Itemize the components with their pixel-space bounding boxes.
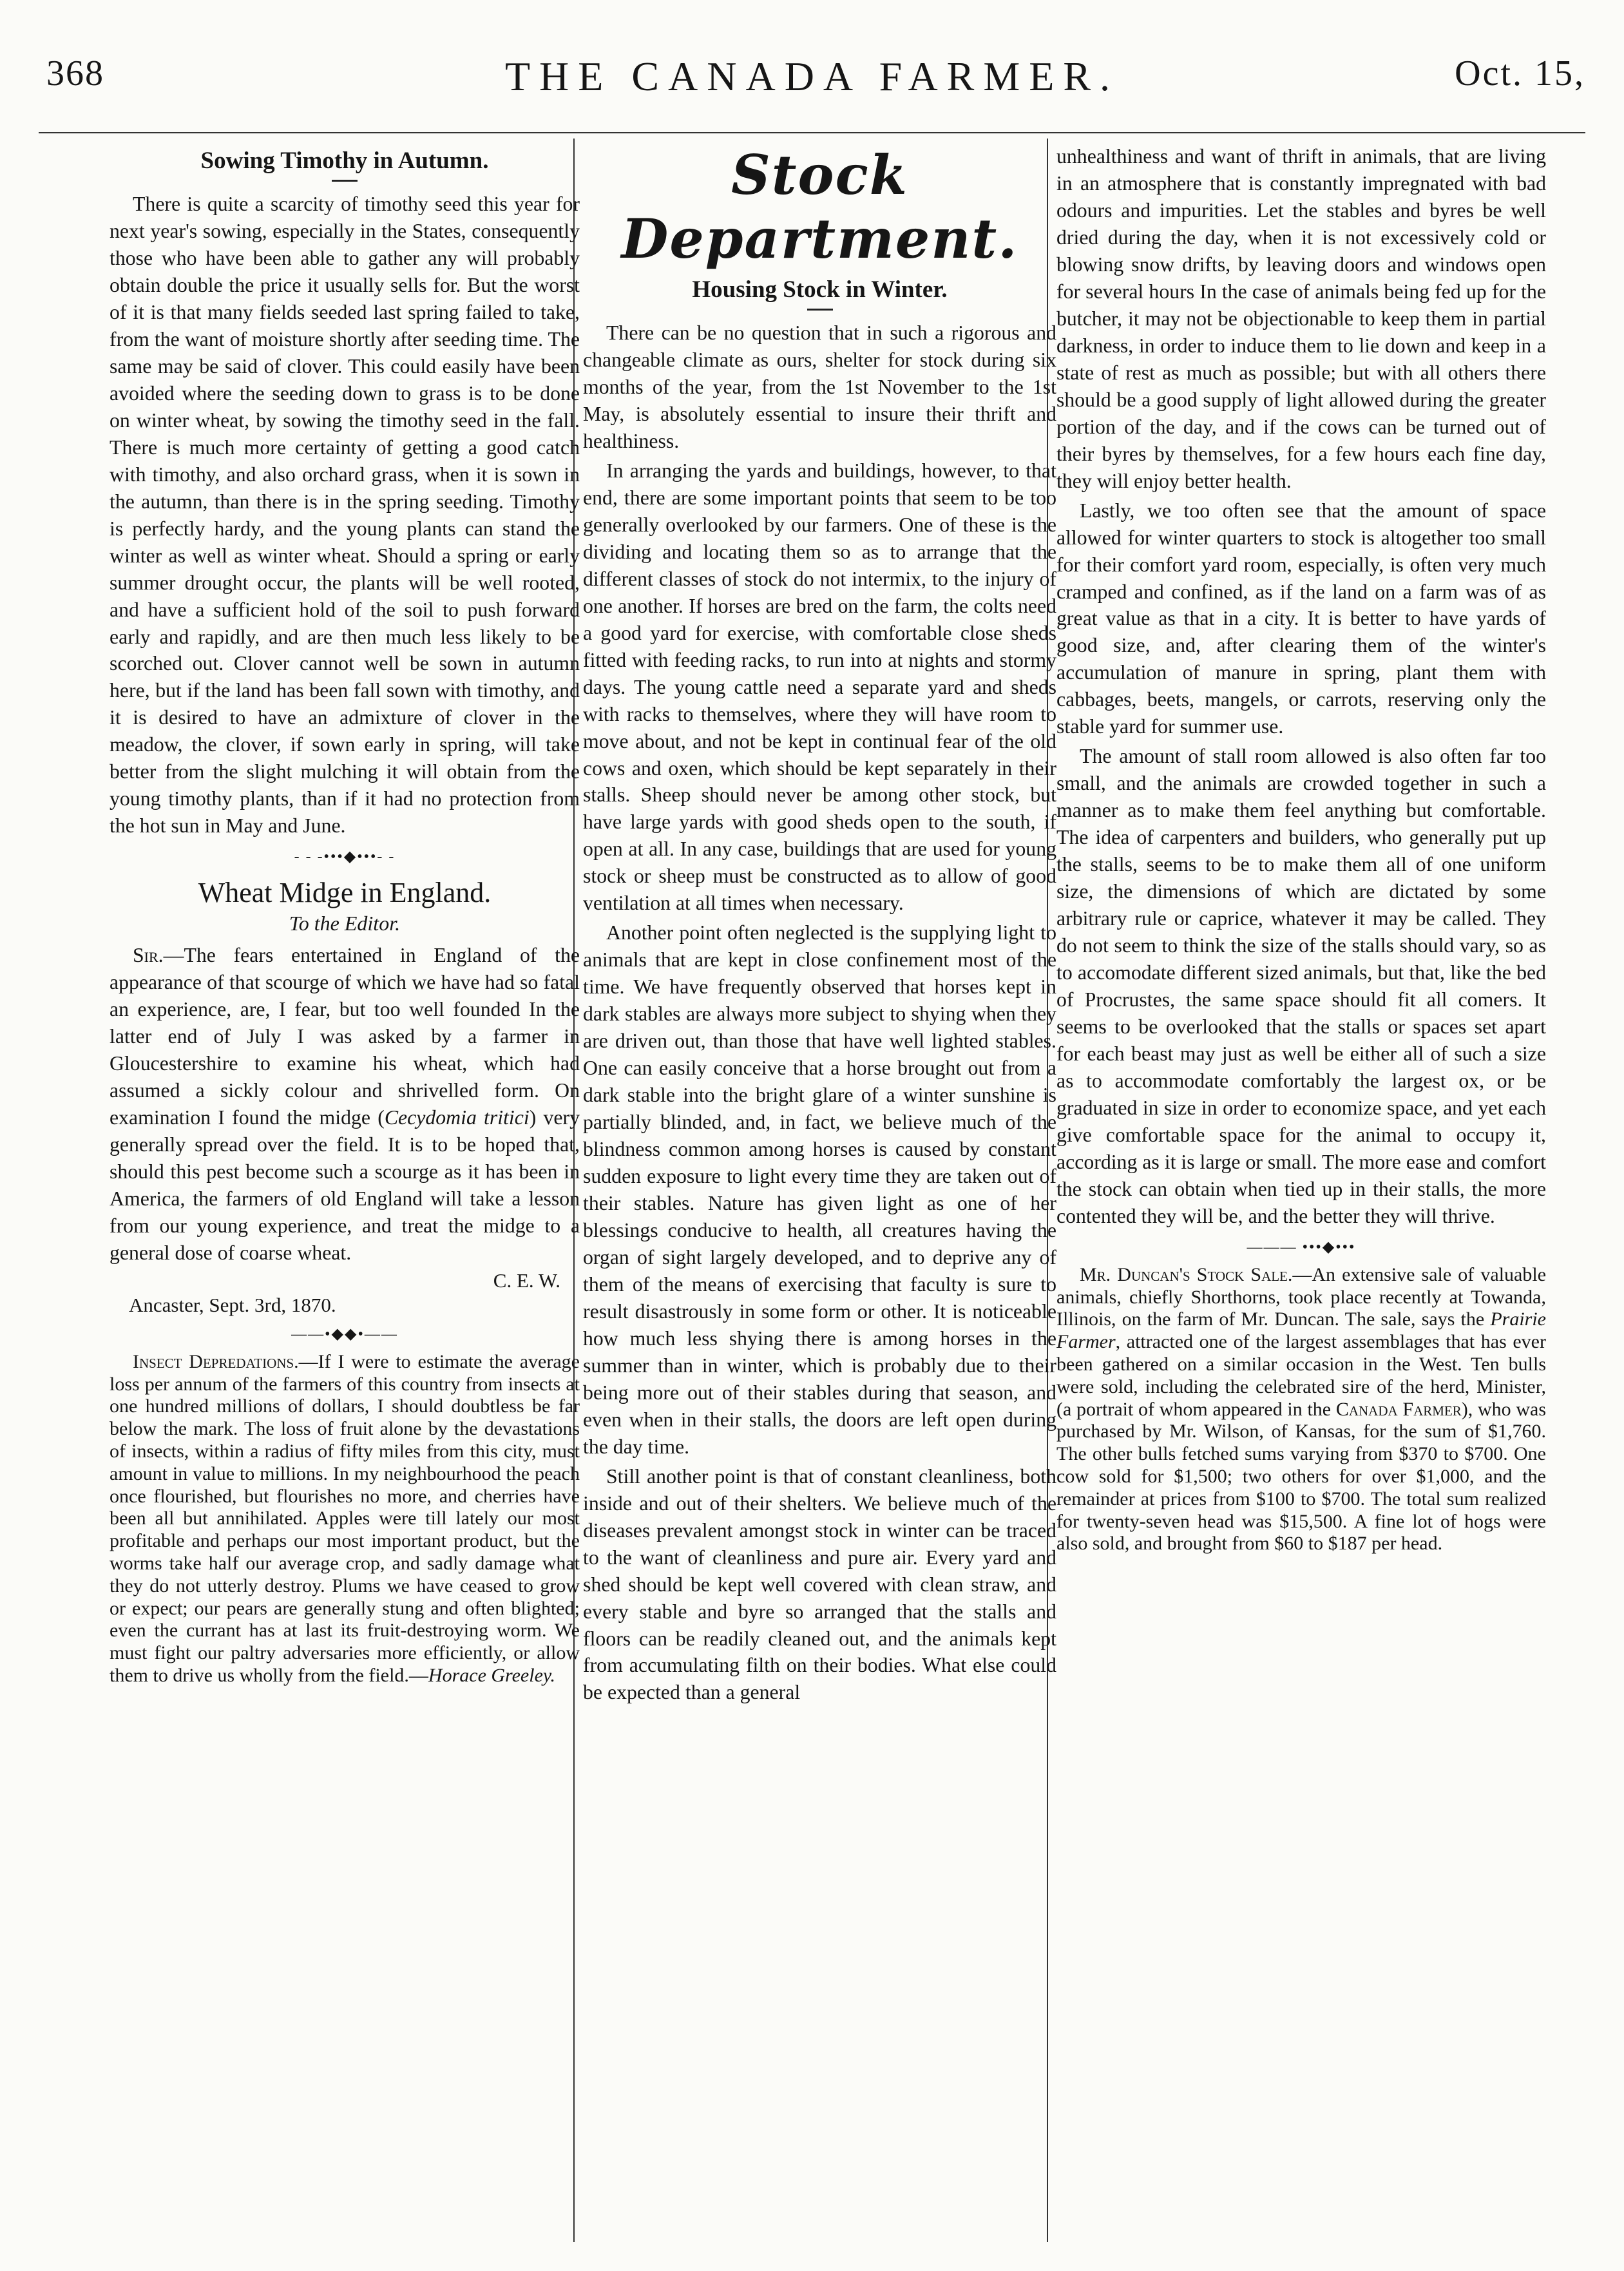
article-heading-sowing-timothy: Sowing Timothy in Autumn. bbox=[200, 148, 489, 174]
header-rule bbox=[39, 132, 1585, 133]
canada-farmer-name: Canada Farmer bbox=[1335, 1398, 1462, 1420]
article-body-insect-depredations bbox=[110, 1351, 580, 1687]
housing-stock-paragraph-6: Lastly, we too often see that the amount of space allowed for winter quarters to stock is altogether too small for their comfort yard room, especially, is often very much cramped and confined, as if the land on a farm was of as great value as that in a city. It is better to have yards of good size, and, after clearing them of the winter's accumulation of manure in spring, plant them with cabbages, beets, mangels, or carrots, reserving only the stable yard for summer use. bbox=[1056, 499, 1546, 738]
issue-date: Oct. 15, bbox=[1455, 53, 1585, 93]
insect-depredations-text: —If I were to estimate the average loss per annum of the farmers of this country from insects at one hundred millions of dollars, I should doubtless be far below the mark. The loss of fruit alone by the devastations of insects, within a radius of fifty miles from this city, must amount in value to millions. In my neighbourhood the peach once flourished, but flourishes no more, and cherries have been all but annihilated. Apples were till lately our most profitable and perhaps our most important product, but the worms take half our average crop, and sadly damage what they do not utterly destroy. Plums we have ceased to grow or expect; our pears are generally stung and often blighted; even the currant has at last its fruit-destroying worm. We must fight our paltry adversaries more efficiently, or allow them to drive us wholly from the field.— bbox=[110, 1350, 580, 1687]
heading-rule bbox=[332, 180, 358, 182]
section-ornament-3: ——— •••◆••• bbox=[1247, 1238, 1356, 1256]
section-ornament: - - -•••◆•••- - bbox=[294, 848, 396, 866]
department-heading: Stock Department. bbox=[621, 143, 1018, 271]
article-body-stock-sale bbox=[1056, 1264, 1546, 1555]
wheat-midge-text-a: —The fears entertained in England of the appearance of that scourge of which we have had so fatal an experience, are, I fear, but too well founded In the latter end of July I was asked by a farmer in Gloucestershire to examine his wheat, which had assumed a sickly colour and shrivelled form. On examination I found the midge ( bbox=[110, 944, 580, 1129]
column-left bbox=[110, 143, 580, 2245]
page-number: 368 bbox=[46, 53, 104, 93]
stock-sale-text-b: , attracted one of the largest assemblages that has ever been gathered on a similar occasion in the West. Ten bulls were sold, including the celebrated sire of the herd, Minister, (a portrait of whom appeared in the bbox=[1056, 1331, 1546, 1420]
stock-sale-text-a: —An extensive sale of valuable animals, chiefly Shorthorns, took place recently at Towanda, Illinois, on the farm of Mr. Duncan. The sale, says the bbox=[1056, 1263, 1546, 1330]
newspaper-title: THE CANADA FARMER. bbox=[504, 53, 1120, 99]
heading-rule-2 bbox=[807, 309, 833, 311]
wheat-midge-text-b: ) very generally spread over the field. It is to be hoped that, should this pest become such a scourge as it has been in America, the farmers of old England will take a lesson from our young experience, and treat the midge to a general dose of coarse wheat. bbox=[110, 1106, 580, 1264]
column-right bbox=[1056, 143, 1546, 2245]
column-middle bbox=[583, 143, 1056, 2245]
housing-stock-paragraph-4: Still another point is that of constant cleanliness, both inside and out of their shelters. We believe much of the diseases prevalent amongst stock in winter can be traced to the want of cleanliness and pure air. Every yard and shed should be kept well covered with clean straw, and every stable and byre so arranged that the stalls and floors can be readily cleaned out, and the animals kept from accumulating filth on their bodies. What else could be expected than a general bbox=[583, 1464, 1056, 1704]
article-heading-housing-stock: Housing Stock in Winter. bbox=[692, 276, 948, 303]
prairie-farmer-name: Prairie Farmer bbox=[1056, 1308, 1546, 1353]
housing-stock-paragraph-1: There can be no question that in such a rigorous and changeable climate as ours, shelter for stock during six months of the year, from the 1st November to the 1st May, is absolutely essential to insure their thrift and healthiness. bbox=[583, 321, 1056, 452]
salutation: Sir. bbox=[133, 944, 164, 967]
housing-stock-paragraph-7: The amount of stall room allowed is also often far too small, and the animals are crowded together in such a manner as to make them feel anything but comfortable. The idea of carpenters and builders, who generally put up the stalls, seems to be to make them all of one uniform size, the dimensions of which are dictated by some arbitrary rule or caprice, whatever it may be called. They do not seem to think the size of the stalls should vary, so as to accomodate different sized animals, but that, like the bed of Procrustes, the same space should fit all comers. It seems to be overlooked that the stalls or spaces set apart for each beast may just as well be either all of such a size as to accommodate comfortably the largest ox, or be graduated in size in order to economize space, and yet each give comfortable space for the animal to occupy it, according as it is large or small. The more ease and comfort the stock can obtain when tied up in their stalls, the more contented they will be, and the better they will thrive. bbox=[1056, 745, 1546, 1227]
species-name: Cecydomia tritici bbox=[384, 1106, 530, 1129]
letter-signature: C. E. W. bbox=[493, 1269, 560, 1292]
housing-stock-paragraph-5: unhealthiness and want of thrift in animals, that are living in an atmosphere that is constantly impregnated with bad odours and impurities. Let the stables and byres be well dried during the day, when it is not excessively cold or blowing snow drifts, by leaving doors and windows open for several hours In the case of animals being fed up for the butcher, it may not be objectionable to keep them in partial darkness, in order to induce them to lie down and keep in a state of rest as much as possible; but with all others there should be a good supply of light allowed during the greater portion of the day, and if the cows can be turned out of their byres by themselves, for a few hours each fine day, they will enjoy better health. bbox=[1056, 145, 1546, 492]
section-ornament-2: ——•◆◆•—— bbox=[291, 1325, 398, 1343]
letter-dateline: Ancaster, Sept. 3rd, 1870. bbox=[129, 1293, 336, 1316]
author-name: Horace Greeley. bbox=[428, 1665, 556, 1687]
stock-sale-text-c: ), who was purchased by Mr. Wilson, of Kansas, for the sum of $1,760. The other bulls fetched sums varying from $370 to $700. One cow sold for $1,500; two others for over $1,000, and the remainder at prices from $100 to $700. The total sum realized for twenty-seven head was $15,500. A fine lot of hogs were also sold, and brought from $60 to $187 per head. bbox=[1056, 1398, 1546, 1555]
to-editor-line: To the Editor. bbox=[289, 912, 401, 935]
stock-sale-lead: Mr. Duncan's Stock Sale. bbox=[1080, 1263, 1293, 1285]
housing-stock-paragraph-3: Another point often neglected is the supplying light to animals that are kept in close confinement most of the time. We have frequently observed that horses kept in dark stables are always more subject to shying when they are driven out, than those that have well lighted stables. One can easily conceive that a horse brought out from a dark stable into the bright glare of a winter sunshine is partially blinded, and, in fact, we believe much of the blindness common among horses is caused by constant sudden exposure to light every time they are taken out of their stables. Nature has given light as one of her blessings conducive to health, all creatures having the organ of sight largely developed, and to deprive any of them of the means of exercising that faculty is sure to result disastrously in some form or other. It is noticeable how much less shying there is among horses in the summer than in winter, which is probably due to their being more out of their stables during that season, and even when in their stalls, the doors are left open during the day time. bbox=[583, 921, 1056, 1458]
housing-stock-paragraph-2: In arranging the yards and buildings, however, to that end, there are some important points that seem to be too generally overlooked by our farmers. One of these is the dividing and locating them so as to arrange that the different classes of stock do not intermix, to the injury of one another. If horses are bred on the farm, the colts need a good yard for exercise, with comfortable close sheds fitted with feeding racks, to run into at nights and stormy days. The young cattle need a separate yard and sheds with racks to themselves, where they will have room to move about, and not be kept in continual fear of the old cows and oxen, which should be kept separately in their stalls. Sheep should never be among other stock, but have large yards with good sheds open to the south, if open at all. In any case, buildings that are used for young stock or sheep must be constructed as to allow of good ventilation at all times when necessary. bbox=[583, 459, 1056, 915]
article-body-wheat-midge bbox=[110, 942, 580, 1267]
article-heading-wheat-midge: Wheat Midge in England. bbox=[198, 877, 492, 909]
insect-depredations-lead: Insect Depredations. bbox=[133, 1350, 299, 1372]
page-header bbox=[39, 53, 1585, 130]
article-body-sowing-timothy: There is quite a scarcity of timothy seed this year for next year's sowing, especially in the States, consequently those who have been able to gather any will probably obtain double the price it usually sells for. But the worst of it is that many fields seeded last spring failed to take, from the want of moisture shortly after seeding time. The same may be said of clover. This could easily have been avoided where the seeding down to grass is to be done on winter wheat, by sowing the timothy seed in the fall. There is much more certainty of getting a good catch with timothy, and also orchard grass, when it is sown in the autumn, than there is in the spring seeding. Timothy is perfectly hardy, and the young plants can stand the winter as well as winter wheat. Should a spring or early summer drought occur, the plants will be well rooted, and have a sufficient hold of the soil to push forward early and rapidly, and are then much less likely to be scorched out. Clover cannot well be sown in autumn here, but if the land has been fall sown with timothy, and it is desired to have an admixture of clover in the meadow, the clover, if sown early in spring, will take better from the slight mulching it will obtain from the young timothy plants, than if it had no protection from the hot sun in May and June. bbox=[110, 193, 580, 838]
